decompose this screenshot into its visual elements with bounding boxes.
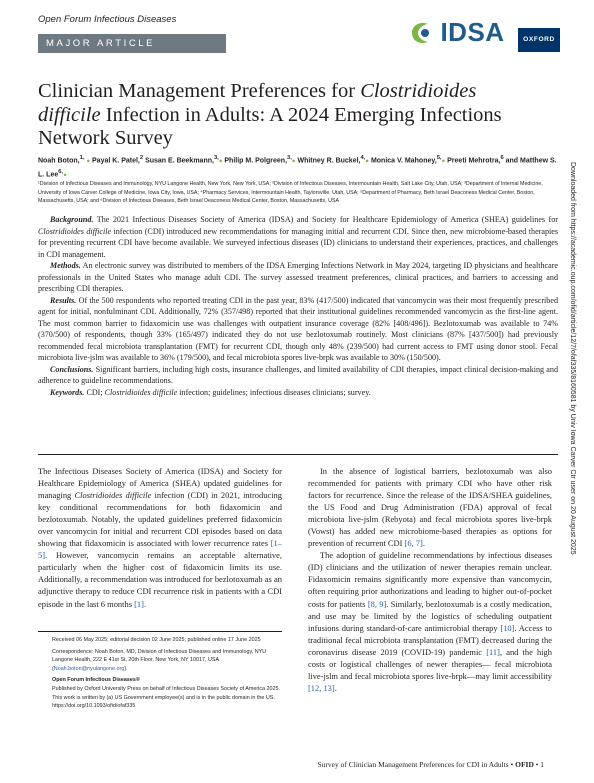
page-footer: Survey of Clinician Management Preferences for CDI in Adults • OFID • 1 xyxy=(317,760,544,769)
citation-link[interactable]: [10] xyxy=(500,622,515,633)
body-paragraph: The Infectious Diseases Society of America (IDSA) and Society for Healthcare Epidemiology of America (SHEA) updated guidelines for managing Clostridioides difficile infection (CDI) in 2021, introducing key conditional recommendations for both fidaxomicin and bezlotoxumab. Notably, the updated guidelines preferred fidaxomicin over vancomycin for initial and recurrent CDI episodes based on data showing that fidaxomicin is associated with lower recurrence rates [1–5]. However, vancomycin remains an acceptable alternative, particularly when the higher cost of fidaxomicin limits its use. Additionally, a recommendation was introduced for bezlotoxumab as an adjunctive therapy to reduce CDI recurrence risk in patients with a CDI episode in the last 6 months [1]. xyxy=(38,466,282,609)
journal-name: Open Forum Infectious Diseases xyxy=(38,14,177,25)
notes-journal: Open Forum Infectious Diseases® xyxy=(52,677,140,684)
orcid-icon[interactable]: ● xyxy=(218,158,223,165)
abstract-label: Conclusions. xyxy=(50,364,94,374)
notes-divider xyxy=(38,631,282,632)
running-title: Survey of Clinician Management Preferences for CDI in Adults xyxy=(317,760,509,769)
author: Preeti Mehrotra, xyxy=(447,157,501,165)
citation-link[interactable]: [6, 7] xyxy=(404,538,423,549)
body-column-left xyxy=(38,465,282,610)
citation-link[interactable]: [1–5] xyxy=(38,538,282,561)
abstract-label: Background. xyxy=(50,215,94,224)
orcid-icon[interactable]: ● xyxy=(441,158,446,165)
author: Susan E. Beekmann, xyxy=(145,157,214,165)
received-dates: Received 06 May 2025; editorial decision 02 June 2025; published online 17 June 2025 xyxy=(52,637,261,643)
abstract-results: Results. Of the 500 respondents who reported treating CDI in the past year, 83% (417/500) indicated that vancomycin was their most frequently prescribed agent for initial, nonfulminant CDI. Additionally, 72% (357/498) reported that their institutional guidelines recommended vancomycin as the first-line agent. The most common barrier to fidaxomicin use was challenges with outpatient insurance coverage (82% [408/496]). Bezlotoxumab was available to 74% (370/500) of respondents, though 33% (165/497) indicated they do not use bezlotoxumab routinely. Most clinicians (87% [437/500]) had previously recommended fecal microbiota transplantation (FMT) for recurrent CDI, though only 48% (239/500) had current access to FMT using donor stool. Fecal microbiota live-jslm was available to 36% (179/500), and fecal microbiota spores live-brpk was available to 30% (150/500). xyxy=(38,295,558,362)
abstract xyxy=(38,214,558,398)
abstract-label: Keywords. xyxy=(50,387,85,397)
author: Whitney R. Buckel, xyxy=(297,157,361,165)
abstract-background: Background. The 2021 Infectious Diseases Society of America (IDSA) and Society for Healthcare Epidemiology of America (SHEA) guidelines for Clostridioides difficile infection (CDI) introduced new recommendations for managing initial and recurrent CDI. Since then, new microbiome-based therapies for preventing recurrent CDI have become available. We surveyed infectious diseases (ID) clinicians to understand their experiences, practices, and challenges in CDI management. xyxy=(38,215,558,259)
orcid-icon[interactable]: ● xyxy=(291,158,296,165)
publisher-note: Published by Oxford University Press on behalf of Infectious Diseases Society of America 2025. This work is written by (a) US Government employee(s) and is in the public domain in the US. https://doi.org/10.1093/ofid/ofaf335 xyxy=(52,685,281,710)
journal-abbr: OFID xyxy=(515,760,534,769)
citation-link[interactable]: [1] xyxy=(134,598,144,609)
download-watermark: Downloaded from https://academic.oup.com/ofid/article/12/7/ofaf335/8160581 by Univ Iowa Carver Ctr user on 20 August 2025 xyxy=(569,162,576,555)
author-list: Noah Boton,$^{1,}$ ● Payal K. Patel,$^2$ Susan E. Beekmann,$^{3,}$● Philip M. Polgreen,$^{3,}$● Whitney R. Buckel,$^{4,}$● Monica V. Mahoney,$^{5,}$● Preeti Mehrotra,$^6$ and Matthew S. L. Lee$^{6,}$● xyxy=(38,155,557,179)
citation-link[interactable]: [11] xyxy=(486,646,500,657)
author: Monica V. Mahoney, xyxy=(370,157,437,165)
article-title xyxy=(38,80,518,151)
abstract-label: Methods. xyxy=(50,261,81,270)
author: and Matthew S. L. Lee xyxy=(38,157,557,179)
orcid-icon[interactable]: ● xyxy=(63,172,67,179)
author: Noah Boton, xyxy=(38,157,80,165)
correspondence: Correspondence: Noah Boton, MD, Division of Infectious Diseases and Immunology, NYU Langone Health, 222 E 41st St, 20th Floor, New York, NY 10017, USA (Noah.boton@nyulangone.org). xyxy=(52,648,267,672)
body-paragraph: The adoption of guideline recommendations by infectious diseases (ID) clinicians and the utilization of newer therapies remain unclear. Fidaxomicin remains significantly more expensive than vancomycin, often requiring prior authorizations and leading to higher out-of-pocket costs for patients [8, 9]. Similarly, bezlotoxumab is a costly medication, and use may be limited by the logistics of scheduling outpatient infusions during standard-of-care antimicrobial therapy [10]. Access to traditional fecal microbiota transplantation (FMT) decreased during the coronavirus disease 2019 (COVID-19) pandemic [11], and the high costs or logistical challenges of newer therapies— fecal microbiota live-jslm and fecal microbiota spores live-brpk—may limit accessibility [12, 13]. xyxy=(308,550,553,693)
abstract-label: Results. xyxy=(50,295,77,305)
affiliations: ¹Division of Infectious Diseases and Immunology, NYU Langone Health, New York, New York, USA; ²Division of Infectious Diseases, Intermountain Health, Salt Lake City, Utah, USA; ³Department of Internal Medicine, University of Iowa Carver College of Medicine, Iowa City, Iowa, USA; ⁴Pharmacy Services, Intermountain Health, Taylorsville, Utah, USA; ⁵Department of Pharmacy, Beth Israel Deaconess Medical Center, Boston, Massachusetts, USA; and ⁶Division of Infectious Diseases, Beth Israel Deaconess Medical Center, Boston, Massachusetts, USA xyxy=(38,181,543,205)
abstract-keywords: Keywords. CDI; Clostridioides difficile infection; guidelines; infectious diseases clinicians; survey. xyxy=(50,387,371,397)
page-number: 1 xyxy=(540,760,544,769)
orcid-icon[interactable]: ● xyxy=(86,158,91,165)
body-column-right xyxy=(308,465,552,694)
abstract-divider xyxy=(38,454,558,455)
email-link[interactable]: Noah.boton@nyulangone.org xyxy=(53,665,125,672)
article-notes xyxy=(52,636,284,714)
title-organism: Clostridioides difficile xyxy=(38,80,477,126)
idsa-mark-icon xyxy=(408,19,434,47)
title-part: Infection in Adults: A 2024 Emerging Infections Network Survey xyxy=(38,103,502,149)
article-type-banner: MAJOR ARTICLE xyxy=(38,34,226,53)
abstract-methods: Methods. An electronic survey was distributed to members of the IDSA Emerging Infections Network in May 2024, targeting ID physicians and healthcare professionals in the United States who manage adult CDI. The survey assessed treatment preferences, clinical practices, and barriers to accessing and prescribing CDI therapies. xyxy=(38,261,558,293)
citation-link[interactable]: [8, 9] xyxy=(367,598,387,609)
oxford-logo: OXFORD xyxy=(518,28,560,52)
author: Philip M. Polgreen, xyxy=(224,157,288,165)
idsa-logo xyxy=(408,17,505,47)
abstract-conclusions: Conclusions. Significant barriers, including high costs, insurance challenges, and limited availability of CDI therapies, impact clinical decision-making and adherence to guideline recommendations. xyxy=(38,364,558,385)
idsa-logo-text: IDSA xyxy=(440,17,505,47)
body-paragraph: In the absence of logistical barriers, bezlotoxumab was also recommended for patients with primary CDI who have other risk factors for recurrence. Since the release of the IDSA/SHEA guidelines, the US Food and Drug Administration (FDA) approval of fecal microbiota live-jslm (Rebyota) and fecal microbiota spores live-brpk (Vowst) has added new microbiome-based therapies as options for prevention of recurrent CDI [6, 7]. xyxy=(308,466,552,549)
title-part: Clinician Management Preferences for xyxy=(38,80,361,102)
author: Payal K. Patel, xyxy=(92,157,140,165)
citation-link[interactable]: [12, 13] xyxy=(308,682,335,693)
orcid-icon[interactable]: ● xyxy=(365,158,369,165)
